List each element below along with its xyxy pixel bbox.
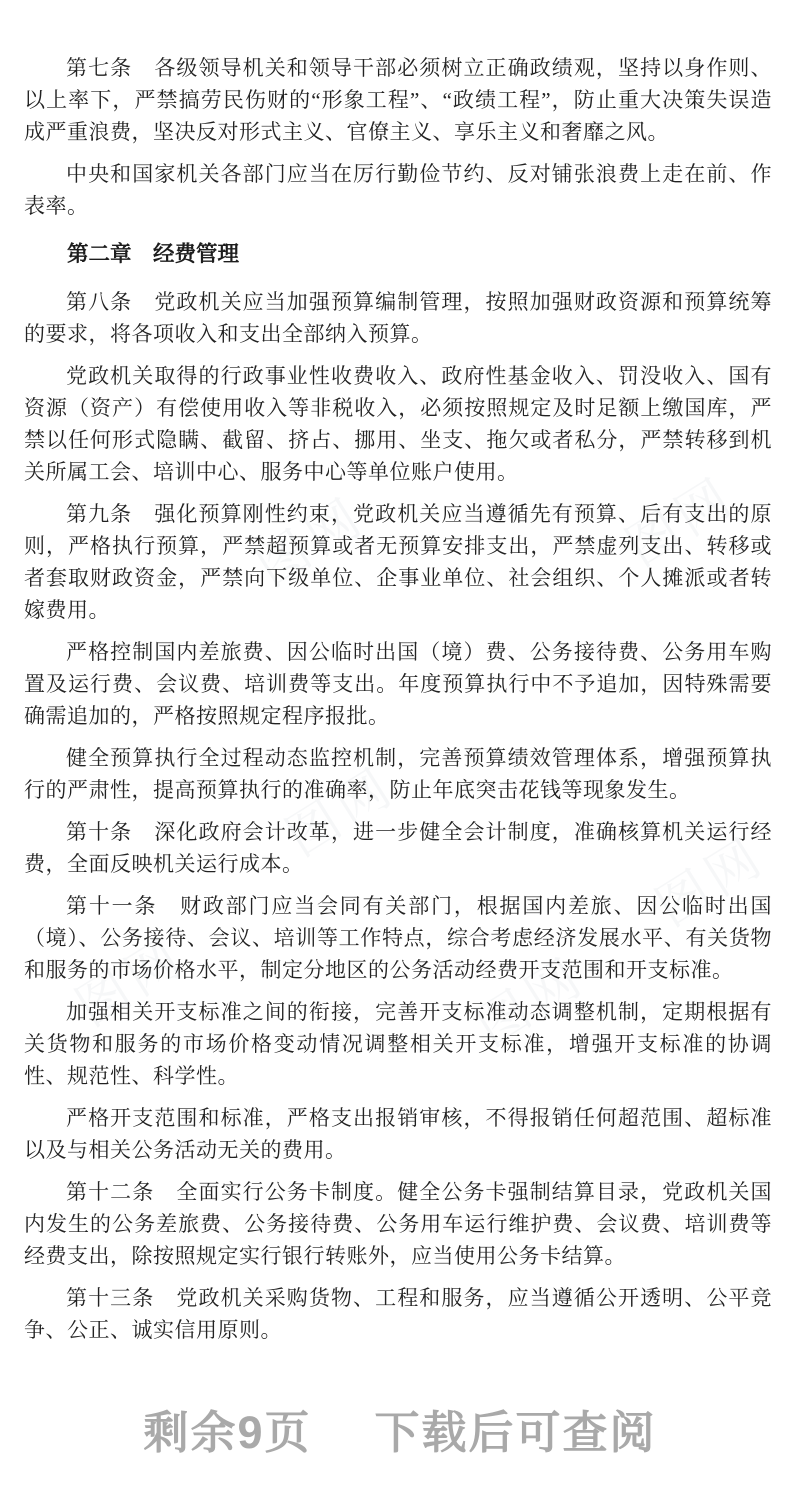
document-body [24, 52, 772, 1356]
clause-paragraph: 严格开支范围和标准，严格支出报销审核，不得报销任何超范围、超标准以及与相关公务活动无关的费用。 [24, 1106, 772, 1162]
clause-paragraph-article-13: 第十三条 党政机关采购货物、工程和服务，应当遵循公开透明、公平竞争、公正、诚实信用原则。 [24, 1286, 772, 1342]
clause-paragraph-article-9: 第九条 强化预算刚性约束，党政机关应当遵循先有预算、后有支出的原则，严格执行预算，严禁超预算或者无预算安排支出，严禁虚列支出、转移或者套取财政资金，严禁向下级单位、企事业单位、社会组织、个人摊派或者转嫁费用。 [24, 502, 772, 622]
clause-paragraph: 中央和国家机关各部门应当在厉行勤俭节约、反对铺张浪费上走在前、作表率。 [24, 162, 772, 218]
clause-paragraph: 严格控制国内差旅费、因公临时出国（境）费、公务接待费、公务用车购置及运行费、会议费、培训费等支出。年度预算执行中不予追加，因特殊需要确需追加的，严格按照规定程序报批。 [24, 640, 772, 728]
clause-paragraph-article-8: 第八条 党政机关应当加强预算编制管理，按照加强财政资源和预算统筹的要求，将各项收入和支出全部纳入预算。 [24, 290, 772, 346]
watermark-text: 图网 [646, 826, 776, 938]
watermark-text: 图网 [66, 926, 196, 1038]
watermark-text: 图网 [246, 486, 376, 598]
clause-paragraph-article-7: 第七条 各级领导机关和领导干部必须树立正确政绩观，坚持以身作则、以上率下，严禁搞劳民伤财的“形象工程”、“政绩工程”，防止重大决策失误造成严重浪费，坚决反对形式主义、官僚主义、享乐主义和奢靡之风。 [24, 56, 772, 144]
clause-paragraph-article-10: 第十条 深化政府会计改革，进一步健全会计制度，准确核算机关运行经费，全面反映机关运行成本。 [24, 820, 772, 876]
watermark-text: 图网 [466, 946, 596, 1058]
remaining-pages-label: 剩余9页 [143, 1407, 312, 1458]
remaining-pages-banner [0, 1396, 800, 1461]
chapter-heading: 第二章 经费管理 [67, 242, 240, 266]
clause-paragraph: 健全预算执行全过程动态监控机制，完善预算绩效管理体系，增强预算执行的严肃性，提高预算执行的准确率，防止年底突击花钱等现象发生。 [24, 746, 772, 802]
watermark-text: 图网 [616, 466, 746, 578]
watermark-text: 图网 [276, 756, 406, 868]
clause-paragraph: 党政机关取得的行政事业性收费收入、政府性基金收入、罚没收入、国有资源（资产）有偿使用收入等非税收入，必须按照规定及时足额上缴国库，严禁以任何形式隐瞒、截留、挤占、挪用、坐支、拖欠或者私分，严禁转移到机关所属工会、培训中心、服务中心等单位账户使用。 [24, 364, 772, 484]
clause-paragraph-article-12: 第十二条 全面实行公务卡制度。健全公务卡强制结算目录，党政机关国内发生的公务差旅费、公务接待费、公务用车运行维护费、会议费、培训费等经费支出，除按照规定实行银行转账外，应当使用公务卡结算。 [24, 1180, 772, 1268]
download-hint-label: 下载后可查阅 [374, 1407, 657, 1458]
clause-paragraph-article-11: 第十一条 财政部门应当会同有关部门，根据国内差旅、因公临时出国（境）、公务接待、会议、培训等工作特点，综合考虑经济发展水平、有关货物和服务的市场价格水平，制定分地区的公务活动经费开支范围和开支标准。 [24, 894, 772, 982]
clause-paragraph: 加强相关开支标准之间的衔接，完善开支标准动态调整机制，定期根据有关货物和服务的市场价格变动情况调整相关开支标准，增强开支标准的协调性、规范性、科学性。 [24, 1000, 772, 1088]
